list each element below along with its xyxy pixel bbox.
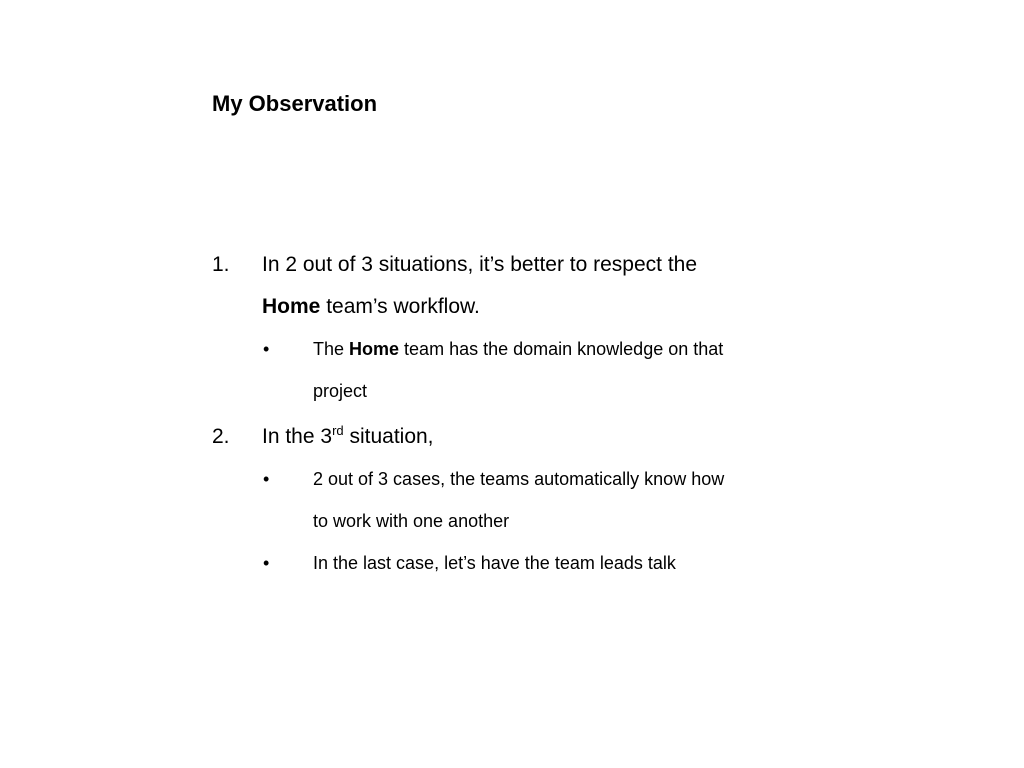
ordinal-superscript: rd [332,423,344,438]
bullet-icon: • [263,553,270,573]
list-number-1: 1. [212,253,230,276]
bullet-icon: • [263,469,270,489]
bullet-icon: • [263,339,270,359]
list-item-2 [212,416,832,458]
sub-bullet-rest: team has the domain knowledge on that [399,339,724,359]
home-emphasis: Home [349,339,400,359]
sub-bullet-2-1-line1: 2 out of 3 cases, the teams automatically know how [313,469,725,489]
sub-bullet-1-1-line2: project [313,381,368,401]
observation-list [212,244,832,584]
slide-title: My Observation [212,91,378,116]
sub-bullet-2-1 [212,458,832,542]
list-item-2-text-before: In the 3 [262,425,333,448]
list-item-1-line2-rest: team’s workflow. [320,295,480,318]
sub-bullet-2-2 [212,542,832,584]
home-emphasis: Home [262,295,321,318]
list-number-2: 2. [212,425,230,448]
sub-bullet-1-1 [212,328,832,412]
list-item-1 [212,244,832,328]
sub-bullet-prefix: The [313,339,350,359]
list-item-2-line1 [262,416,832,458]
sub-bullet-1-1-line1 [313,328,813,370]
list-item-2-text-after: situation, [343,425,434,448]
list-item-1-line1: In 2 out of 3 situations, it’s better to respect the [262,253,698,276]
list-item-1-line2 [262,286,832,328]
sub-bullet-2-1-line2: to work with one another [313,511,510,531]
sub-bullet-2-2-line1: In the last case, let’s have the team leads talk [313,553,676,573]
